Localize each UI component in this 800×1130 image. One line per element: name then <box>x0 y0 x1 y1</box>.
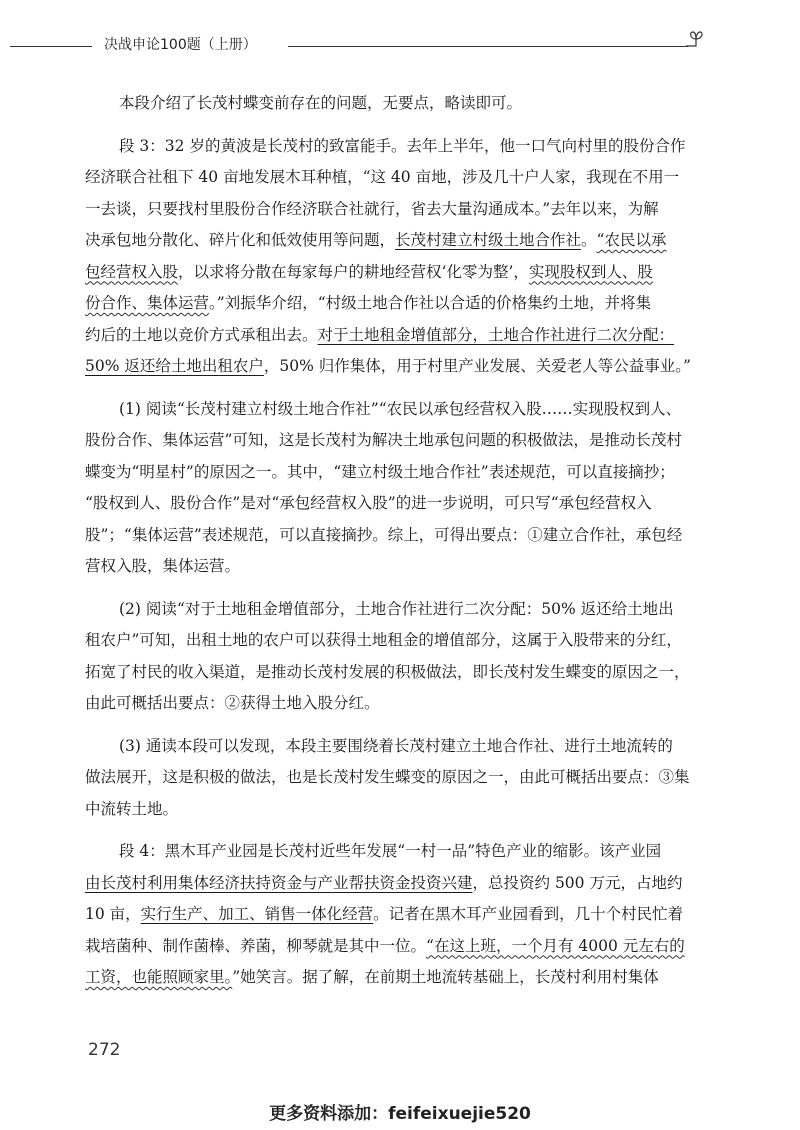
wavy-underlined-text: 包经营权入股 <box>85 262 179 281</box>
header-rule-left <box>10 46 92 47</box>
text-line: 经济联合社租下 40 亩地发展木耳种植，“这 40 亩地，涉及几十户人家，我现在不用一 <box>85 168 680 186</box>
sprout-icon <box>682 30 712 60</box>
text-line: 由此可概括出要点：②获得土地入股分红。 <box>85 694 380 712</box>
header-title: 决战申论100题（上册） <box>104 37 257 53</box>
text-line: 一去谈，只要找村里股份合作经济联合社就行，省去大量沟通成本。”去年以来，为解 <box>85 199 659 218</box>
text-line: 租农户”可知，出租土地的农户可以获得土地租金的增值部分，这属于入股带来的分红， <box>85 631 682 649</box>
text-line: (2) 阅读“对于土地租金增值部分，土地合作社进行二次分配：50% 返还给土地出 <box>119 599 674 618</box>
text-line <box>85 257 705 289</box>
wavy-underlined-text: 实现股权到人、股 <box>528 262 653 281</box>
text-run: 栽培菌种、制作菌棒、养菌，柳琴就是其中一位。 <box>85 936 427 955</box>
wavy-underlined-text: “农民以承 <box>596 231 667 249</box>
underlined-text: 由长茂村利用集体经济扶持资金与产业帮扶资金投资兴建 <box>85 873 473 892</box>
text-line <box>85 351 705 383</box>
page-number: 272 <box>88 1040 121 1060</box>
text-line: 段 3：32 岁的黄波是长茂村的致富能手。去年上半年，他一口气向村里的股份合作 <box>119 136 686 155</box>
text-run: ，总投资约 500 万元，占地约 <box>472 873 683 892</box>
text-line: 股份合作、集体运营”可知，这是长茂村为解决土地承包问题的积极做法，是推动长茂村 <box>85 431 682 449</box>
text-line: (1) 阅读“长茂村建立村级土地合作社”“农民以承包经营权入股……实现股权到人、 <box>119 399 682 418</box>
underlined-text: 长茂村建立村级土地合作社 <box>395 231 582 249</box>
page-header <box>10 30 710 60</box>
text-line: “股权到人、股份合作”是对“承包经营权入股”的进一步说明，可只写“承包经营权入 <box>85 494 652 512</box>
text-run: 决承包地分散化、碎片化和低效使用等问题， <box>85 231 396 249</box>
wavy-underlined-text: 工资，也能照顾家里。 <box>85 968 233 986</box>
text-line: 蝶变为“明星村”的原因之一。其中，“建立村级土地合作社”表述规范，可以直接摘抄； <box>85 462 675 481</box>
text-run: 。”刘振华介绍，“村级土地合作社以合适的价格集约土地，并将集 <box>209 294 652 312</box>
footer-note: 更多资料添加：feifeixuejie520 <box>269 1104 531 1124</box>
text-run: 约后的土地以竞价方式承租出去。 <box>85 325 318 344</box>
underlined-text: 50% 返还给土地出租农户 <box>85 357 264 375</box>
page-body <box>85 88 705 994</box>
text-run: ，以求将分散在每家每户的耕地经营权‘化零为整’， <box>178 262 529 281</box>
wavy-underlined-text: 份合作、集体运营 <box>85 294 210 312</box>
text-line: 拓宽了村民的收入渠道，是推动长茂村发展的积极做法，即长茂村发生蝶变的原因之一， <box>85 662 690 681</box>
underlined-text: 对于土地租金增值部分，土地合作社进行二次分配： <box>317 325 675 344</box>
text-line <box>85 320 705 352</box>
text-run: 。记者在黑木耳产业园看到，几十个村民忙着 <box>373 905 684 923</box>
text-line: 段 4：黑木耳产业园是长茂村近些年发展“一村一品”特色产业的缩影。该产业园 <box>119 842 662 860</box>
header-rule-right <box>288 46 688 47</box>
text-line <box>85 931 705 963</box>
text-line <box>85 899 705 931</box>
text-line: 中流转土地。 <box>85 799 179 818</box>
text-run: ”她笑言。据了解，在前期土地流转基础上，长茂村利用村集体 <box>232 968 659 986</box>
wavy-underlined-text: “在这上班，一个月有 4000 元左右的 <box>426 936 685 955</box>
text-run: 10 亩， <box>85 905 141 923</box>
text-line: 股”；“集体运营”表述规范，可以直接摘抄。综上，可得出要点：①建立合作社，承包经 <box>85 525 683 544</box>
text-line: 营权入股，集体运营。 <box>85 557 241 575</box>
text-run: ，50% 归作集体，用于村里产业发展、关爱老人等公益事业。” <box>263 357 691 375</box>
text-run: 。 <box>581 231 597 249</box>
text-line: 本段介绍了长茂村蝶变前存在的问题，无要点，略读即可。 <box>119 94 523 112</box>
underlined-text: 实行生产、加工、销售一体化经营 <box>140 905 374 923</box>
text-line <box>85 868 705 900</box>
text-line <box>85 225 705 257</box>
text-line: 做法展开，这是积极的做法，也是长茂村发生蝶变的原因之一，由此可概括出要点：③集 <box>85 768 690 786</box>
text-line <box>85 288 705 320</box>
text-line: (3) 通读本段可以发现，本段主要围绕着长茂村建立土地合作社、进行土地流转的 <box>119 736 673 755</box>
text-line <box>85 962 705 994</box>
